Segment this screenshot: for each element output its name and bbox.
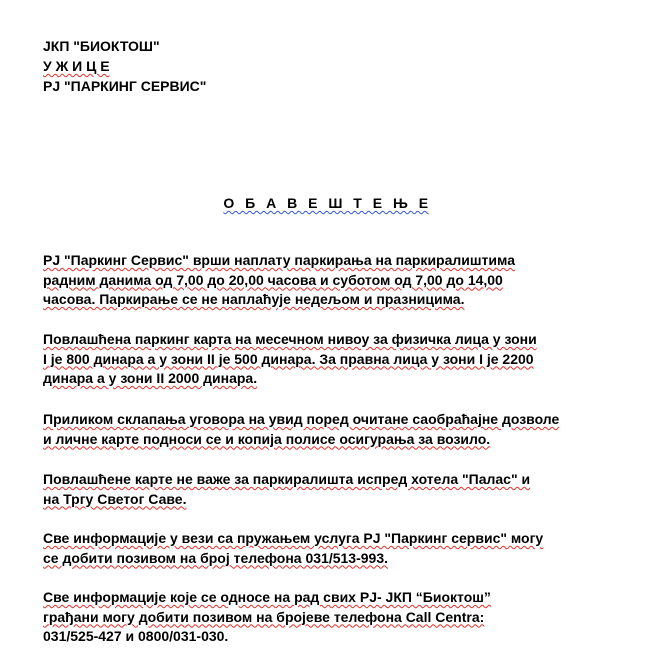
paragraph-contract-documents bbox=[43, 410, 643, 449]
paragraph-line: на Тргу Светог Саве. bbox=[43, 490, 187, 507]
notice-title-text: О Б А В Е Ш Т Е Њ Е bbox=[223, 195, 429, 211]
paragraph-line: Приликом склапања уговора на увид поред очитане саобраћајне дозволе bbox=[43, 411, 560, 427]
paragraph-ticket-exceptions bbox=[43, 470, 643, 509]
paragraph-parking-hours bbox=[43, 251, 643, 310]
letterhead bbox=[43, 36, 206, 96]
paragraph-line: Све информације у вези са пружањем услуга РЈ "Паркинг сервис" могу bbox=[43, 530, 544, 546]
paragraph-line: Све информације које се односе на рад свих РЈ- ЈКП “Биоктош” bbox=[43, 589, 491, 605]
paragraph-line: динара а у зони II 2000 динара. bbox=[43, 370, 258, 386]
paragraph-line: грађани могу добити позивом на бројеве телефона Call Centra: bbox=[43, 608, 485, 625]
paragraph-line: радним данима од 7,00 до 20,00 часова и суботом од 7,00 до 14,00 bbox=[43, 271, 503, 288]
company-unit: РЈ "ПАРКИНГ СЕРВИС" bbox=[43, 78, 207, 94]
paragraph-line: и личне карте подноси се и копија полисе осигурања за возило. bbox=[43, 430, 491, 447]
company-city: У Ж И Ц Е bbox=[43, 58, 110, 74]
paragraph-line: РЈ "Паркинг Сервис" врши наплату паркирања на паркиралиштима bbox=[43, 252, 515, 268]
notice-title bbox=[0, 194, 652, 212]
paragraph-monthly-ticket bbox=[43, 330, 643, 389]
paragraph-line: Повлашћене карте не важе за паркиралишта испред хотела "Палас" и bbox=[43, 471, 531, 487]
paragraph-line: се добити позивом на број телефона 031/513-993. bbox=[43, 549, 388, 566]
paragraph-line: Повлашћена паркинг карта на месечном нивоу за физичка лица у зони bbox=[43, 331, 537, 347]
company-name: JКП "БИОКТОШ" bbox=[43, 38, 160, 54]
paragraph-service-contact bbox=[43, 529, 643, 568]
paragraph-line: I је 800 динара а у зони II је 500 динара. За правна лица у зони I је 2200 bbox=[43, 350, 534, 367]
paragraph-line: 031/525-427 и 0800/031-030. bbox=[43, 628, 229, 644]
paragraph-call-centre bbox=[43, 588, 643, 647]
paragraph-line: часова. Паркирање се не наплаћује недељом и празницима. bbox=[43, 291, 465, 307]
